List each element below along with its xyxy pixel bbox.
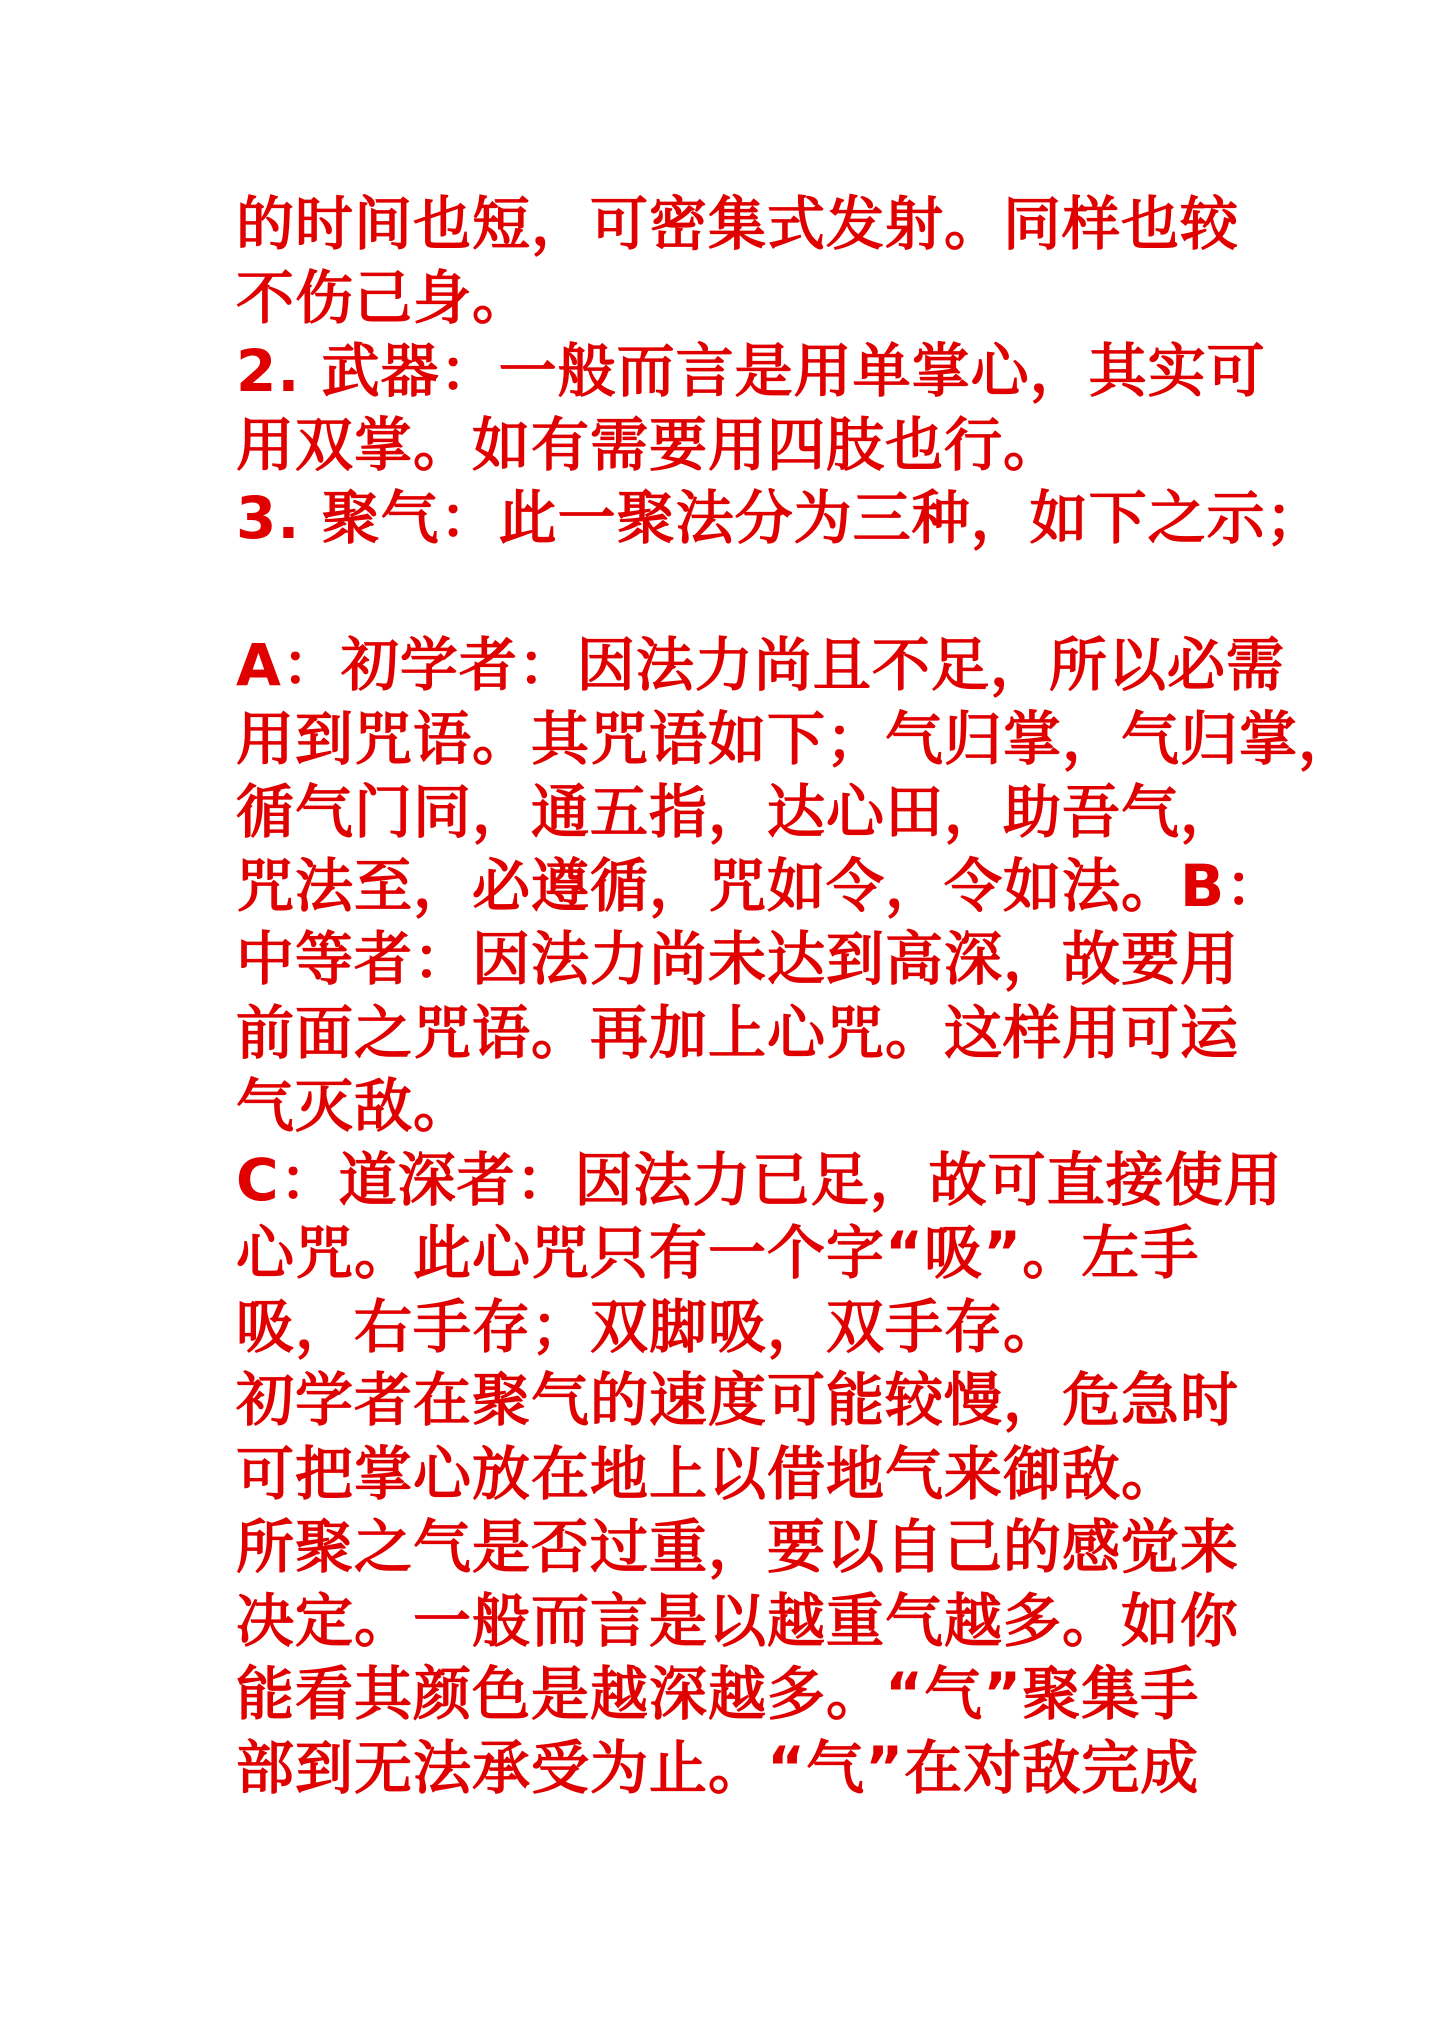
- text-line: 气灭敌。: [236, 1072, 473, 1140]
- text-line: A：初学者：因法力尚且不足，所以必需: [236, 631, 1285, 699]
- text-line: 中等者：因法力尚未达到高深，故要用: [236, 925, 1240, 993]
- blank-line: [236, 556, 1226, 630]
- text-line: 初学者在聚气的速度可能较慢，危急时: [236, 1366, 1240, 1434]
- text-line: 决定。一般而言是以越重气越多。如你: [236, 1586, 1240, 1655]
- text-line: 的时间也短，可密集式发射。同样也较: [236, 190, 1240, 258]
- text-line: 3. 聚气：此一聚法分为三种，如下之示；: [236, 484, 1325, 552]
- text-line: 用到咒语。其咒语如下；气归掌，气归掌，: [236, 704, 1358, 773]
- text-line: 能看其颜色是越深越多。“气”聚集手: [236, 1660, 1200, 1728]
- text-line: 不伤己身。: [236, 263, 532, 332]
- text-line: 循气门同，通五指，达心田，助吾气，: [236, 778, 1240, 846]
- body-text: [236, 188, 1358, 1805]
- text-line: 咒法至，必遵循，咒如令，令如法。B：: [236, 851, 1285, 920]
- text-line: 前面之咒语。再加上心咒。这样用可运: [236, 998, 1240, 1067]
- text-line: 所聚之气是否过重，要以自己的感觉来: [236, 1513, 1240, 1581]
- text-line: 部到无法承受为止。“气”在对敌完成: [236, 1733, 1200, 1802]
- text-line: 可把掌心放在地上以借地气来御敌。: [236, 1439, 1181, 1508]
- text-line: C：道深者：因法力已足，故可直接使用: [236, 1145, 1283, 1214]
- text-line: 心咒。此心咒只有一个字“吸”。左手: [236, 1219, 1200, 1287]
- text-line: 2. 武器：一般而言是用单掌心，其实可: [236, 337, 1266, 405]
- text-line: 吸，右手存；双脚吸，双手存。: [236, 1292, 1063, 1361]
- text-line: 用双掌。如有需要用四肢也行。: [236, 410, 1063, 479]
